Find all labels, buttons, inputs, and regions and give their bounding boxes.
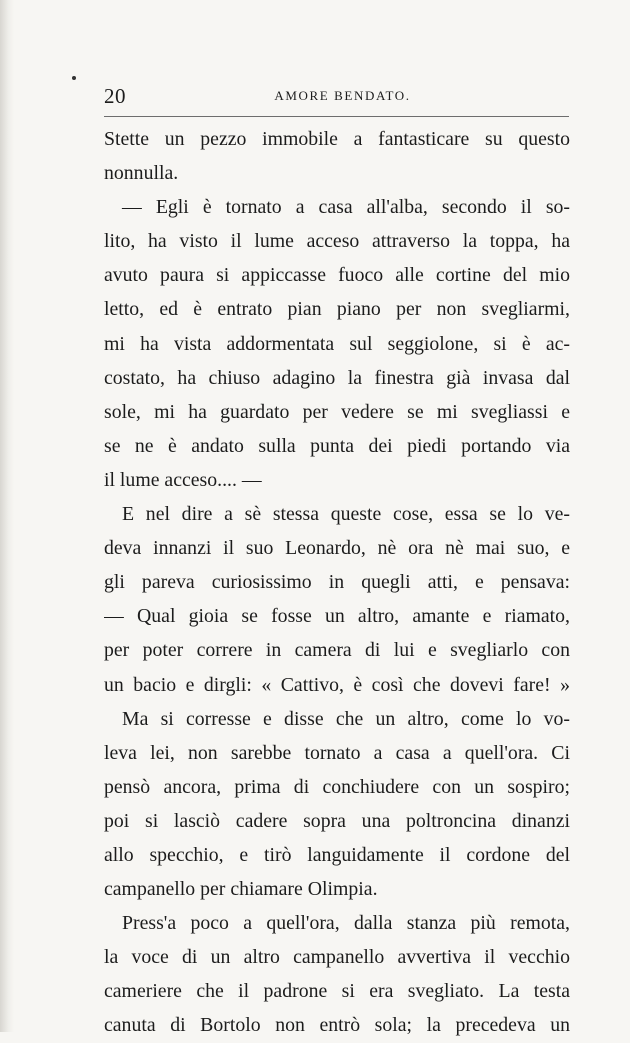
text-line: allo specchio, e tirò languidamente il cordone del (104, 843, 570, 866)
text-line: letto, ed è entrato pian piano per non svegliarmi, (104, 298, 570, 321)
text-line: — Egli è tornato a casa all'alba, secondo il so- (122, 196, 570, 219)
text-line: nonnulla. (104, 162, 179, 185)
text-line: leva lei, non sarebbe tornato a casa a quell'ora. Ci (104, 741, 570, 764)
text-line: costato, ha chiuso adagino la finestra già invasa dal (104, 366, 570, 389)
text-line: la voce di un altro campanello avvertiva il vecchio (104, 946, 570, 969)
text-line: mi ha vista addormentata sul seggiolone, si è ac- (104, 332, 570, 355)
text-line: pensò ancora, prima di conchiudere con un sospiro; (104, 775, 570, 798)
text-line: gli pareva curiosissimo in quegli atti, e pensava: (104, 571, 570, 594)
body-text (104, 122, 570, 1043)
text-line: se ne è andato sulla punta dei piedi portando via (104, 434, 570, 457)
text-line: deva innanzi il suo Leonardo, nè ora nè mai suo, e (104, 537, 570, 560)
page-binding-edge (0, 0, 14, 1032)
text-line: lito, ha visto il lume acceso attraverso la toppa, ha (104, 230, 570, 253)
ink-speck (72, 76, 76, 80)
text-line: il lume acceso.... — (104, 468, 262, 491)
running-title: AMORE BENDATO. (274, 88, 411, 103)
text-line: sole, mi ha guardato per vedere se mi svegliassi e (104, 400, 570, 423)
text-line: Press'a poco a quell'ora, dalla stanza più remota, (122, 912, 570, 935)
header-rule (104, 116, 569, 117)
text-line: cameriere che il padrone si era svegliato. La testa (104, 980, 570, 1003)
text-line: per poter correre in camera di lui e svegliarlo con (104, 639, 570, 662)
text-line: poi si lasciò cadere sopra una poltroncina dinanzi (104, 809, 570, 832)
text-line: E nel dire a sè stessa queste cose, essa se lo ve- (122, 503, 570, 526)
text-line: un bacio e dirgli: « Cattivo, è così che dovevi fare! » (104, 673, 570, 696)
text-line: — Qual gioia se fosse un altro, amante e riamato, (104, 605, 570, 628)
text-line: Ma si corresse e disse che un altro, come lo vo- (122, 707, 570, 730)
page-number: 20 (104, 84, 126, 108)
text-line: canuta di Bortolo non entrò sola; la precedeva un (104, 1014, 570, 1037)
text-line: avuto paura si appiccasse fuoco alle cortine del mio (104, 264, 570, 287)
text-line: campanello per chiamare Olimpia. (104, 878, 378, 901)
text-line: Stette un pezzo immobile a fantasticare su questo (104, 128, 570, 150)
page-header (104, 84, 569, 112)
